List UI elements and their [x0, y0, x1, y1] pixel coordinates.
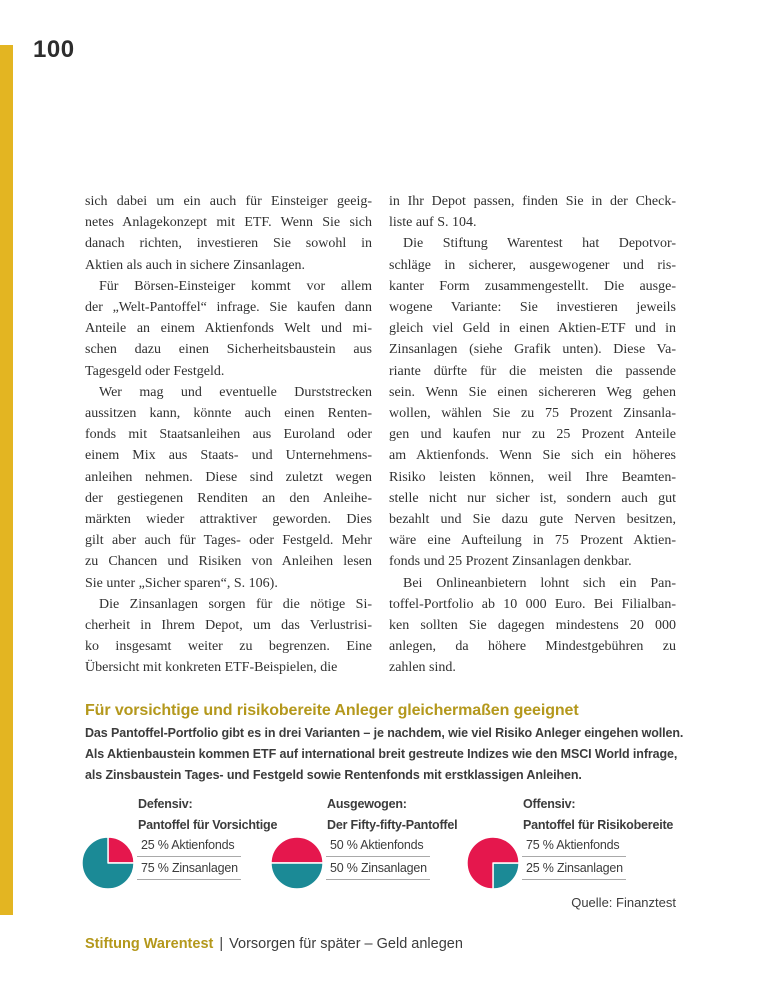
text-line: aussitzen kann, könnte auch einen Renten- [85, 406, 372, 422]
text-line: cherheit in Ihrem Depot, um das Verlustrisi- [85, 618, 372, 634]
article-columns [85, 191, 676, 679]
infobox-intro [85, 723, 683, 786]
text-line: sein. Wenn Sie einen sichereren Weg gehen [389, 384, 676, 400]
text-line: Die Zinsanlagen sorgen für die nötige Si- [99, 596, 372, 612]
pie-chart-group [270, 794, 470, 890]
text-line: einem Mix aus Staats- und Unternehmens- [85, 448, 372, 464]
pie-row [270, 836, 470, 890]
text-line: Risiko leisten können, weil Ihre Beamten- [389, 469, 676, 485]
pie-chart-title [523, 794, 674, 836]
infobox-title: Für vorsichtige und risikobereite Anleger gleichermaßen geeignet [85, 702, 579, 719]
legend-entry: 50 % Aktienfonds [326, 834, 430, 857]
text-line: Übersicht mit konkreten ETF-Beispielen, die [85, 660, 338, 676]
pie-chart-title-line: Der Fifty-fifty-Pantoffel [327, 818, 458, 832]
text-line: toffel-Portfolio ab 10 000 Euro. Bei Filialban- [389, 596, 676, 612]
pie-slice [108, 837, 134, 863]
infobox-intro-line: Das Pantoffel-Portfolio gibt es in drei Varianten – je nachdem, wie viel Risiko Anleger eingehen wollen. [85, 726, 684, 740]
text-line: fonds und 25 Prozent Zinsanlagen denkbar. [389, 554, 632, 570]
pie-chart-title-line: Defensiv: [138, 797, 193, 811]
text-line: wollen, wählen Sie zu 75 Prozent Zinsanla- [389, 406, 676, 422]
text-line: sich dabei um ein auch für Einsteiger geeig- [85, 194, 372, 209]
text-line: gleich viel Geld in einen Aktien-ETF und in [389, 321, 676, 337]
text-line: der gestiegenen Renditen an den Anleihe- [85, 490, 372, 506]
pie-chart-title-line: Pantoffel für Risikobereite [523, 818, 674, 832]
text-line: bezahlt und Sie dazu gute Nerven besitzen, [389, 512, 676, 528]
pie-chart-title-line: Offensiv: [523, 797, 576, 811]
pie-row [81, 836, 281, 890]
pie-chart-title [138, 794, 281, 836]
footer-brand: Stiftung Warentest [85, 936, 214, 952]
text-line: Die Stiftung Warentest hat Depotvor- [403, 236, 676, 252]
text-line: in Ihr Depot passen, finden Sie in der Check- [389, 194, 676, 209]
text-line: fonds mit Staatsanleihen aus Euroland oder [85, 427, 372, 443]
text-line: der „Welt-Pantoffel“ infrage. Sie kaufen dann [85, 300, 372, 316]
pie-chart [270, 836, 324, 890]
text-line: Anteile an einem Aktienfonds Welt und mi- [85, 321, 372, 337]
text-line: kanter Form zusammengestellt. Die ausge- [389, 278, 676, 294]
text-line: Tagesgeld oder Festgeld. [85, 363, 225, 379]
text-line: gilt aber auch für Tages- oder Festgeld. Mehr [85, 533, 372, 549]
page-accent-bar [0, 45, 13, 915]
text-line: wogene Variante: Sie investieren jeweils [389, 300, 676, 316]
text-line: ken sollten Sie dagegen mindestens 20 000 [389, 618, 676, 634]
text-line: schläge in sicherer, ausgewogener und ris- [389, 257, 676, 273]
text-line: märkten wieder attraktiver geworden. Dies [85, 512, 372, 528]
text-line: zahlen sind. [389, 660, 456, 676]
text-line: ko insgesamt weiter zu begrenzen. Eine [85, 639, 372, 655]
page-footer [85, 936, 463, 952]
legend-entry: 50 % Zinsanlagen [326, 857, 430, 880]
legend-entry: 75 % Aktienfonds [522, 834, 626, 857]
pie-chart-title-line: Ausgewogen: [327, 797, 407, 811]
pie-slice [271, 837, 323, 863]
text-line: anlegen, da höhere Mindestgebühren zu [389, 639, 676, 655]
text-line: Für Börsen-Einsteiger kommt vor allem [99, 278, 372, 294]
legend-entry: 75 % Zinsanlagen [137, 857, 241, 880]
text-line: wäre eine Aufteilung in 75 Prozent Aktien- [389, 533, 676, 549]
text-line: riante dürfte für die meisten die passende [389, 363, 676, 379]
text-line: zu Chancen und Risiken von Anleihen lesen [85, 554, 372, 570]
text-line: gen und kaufen nur zu 25 Prozent Anteile [389, 427, 676, 443]
text-line: Wer mag und eventuelle Durststrecken [99, 384, 372, 400]
pie-chart [466, 836, 520, 890]
text-line: danach richten, investieren Sie sowohl in [85, 236, 372, 252]
pie-row [466, 836, 666, 890]
pie-chart-title [327, 794, 470, 836]
pie-chart-group [81, 794, 281, 890]
pie-chart-title-line: Pantoffel für Vorsichtige [138, 818, 278, 832]
text-line: stelle nicht nur sicher ist, sondern auch gut [389, 490, 676, 506]
page-number: 100 [33, 36, 75, 63]
article-column-right [389, 191, 676, 679]
text-line: Bei Onlineanbietern lohnt sich ein Pan- [403, 575, 676, 591]
text-line: anleihen nehmen. Diese sind zuletzt wegen [85, 469, 372, 485]
article-column-left [85, 191, 372, 679]
pie-legend [326, 834, 430, 880]
text-line: liste auf S. 104. [389, 215, 477, 231]
text-line: Sie unter „Sicher sparen“, S. 106). [85, 575, 278, 591]
text-line: schen dazu einen Sicherheitsbaustein aus [85, 342, 372, 358]
text-line: am Aktienfonds. Wenn Sie sich ein höheres [389, 448, 676, 464]
pie-legend [137, 834, 241, 880]
pie-legend [522, 834, 626, 880]
footer-separator: | [219, 936, 224, 952]
footer-title: Vorsorgen für später – Geld anlegen [229, 936, 463, 952]
text-line: netes Anlagekonzept mit ETF. Wenn Sie sich [85, 215, 372, 231]
legend-entry: 25 % Zinsanlagen [522, 857, 626, 880]
source-credit: Quelle: Finanztest [571, 895, 676, 910]
pie-slice [493, 863, 519, 889]
infobox-intro-line: als Zinsbaustein Tages- und Festgeld sowie Rentenfonds mit erstklassigen Anleihen. [85, 768, 582, 782]
legend-entry: 25 % Aktienfonds [137, 834, 241, 857]
text-line: Aktien als auch in sichere Zinsanlagen. [85, 257, 306, 273]
infobox-intro-line: Als Aktienbaustein kommen ETF auf international breit gestreute Indizes wie den MSCI World infrage, [85, 747, 678, 761]
pie-chart [81, 836, 135, 890]
pie-slice [271, 863, 323, 889]
pie-chart-group [466, 794, 674, 890]
text-line: Zinsanlagen (siehe Grafik unten). Diese Va- [389, 342, 676, 358]
